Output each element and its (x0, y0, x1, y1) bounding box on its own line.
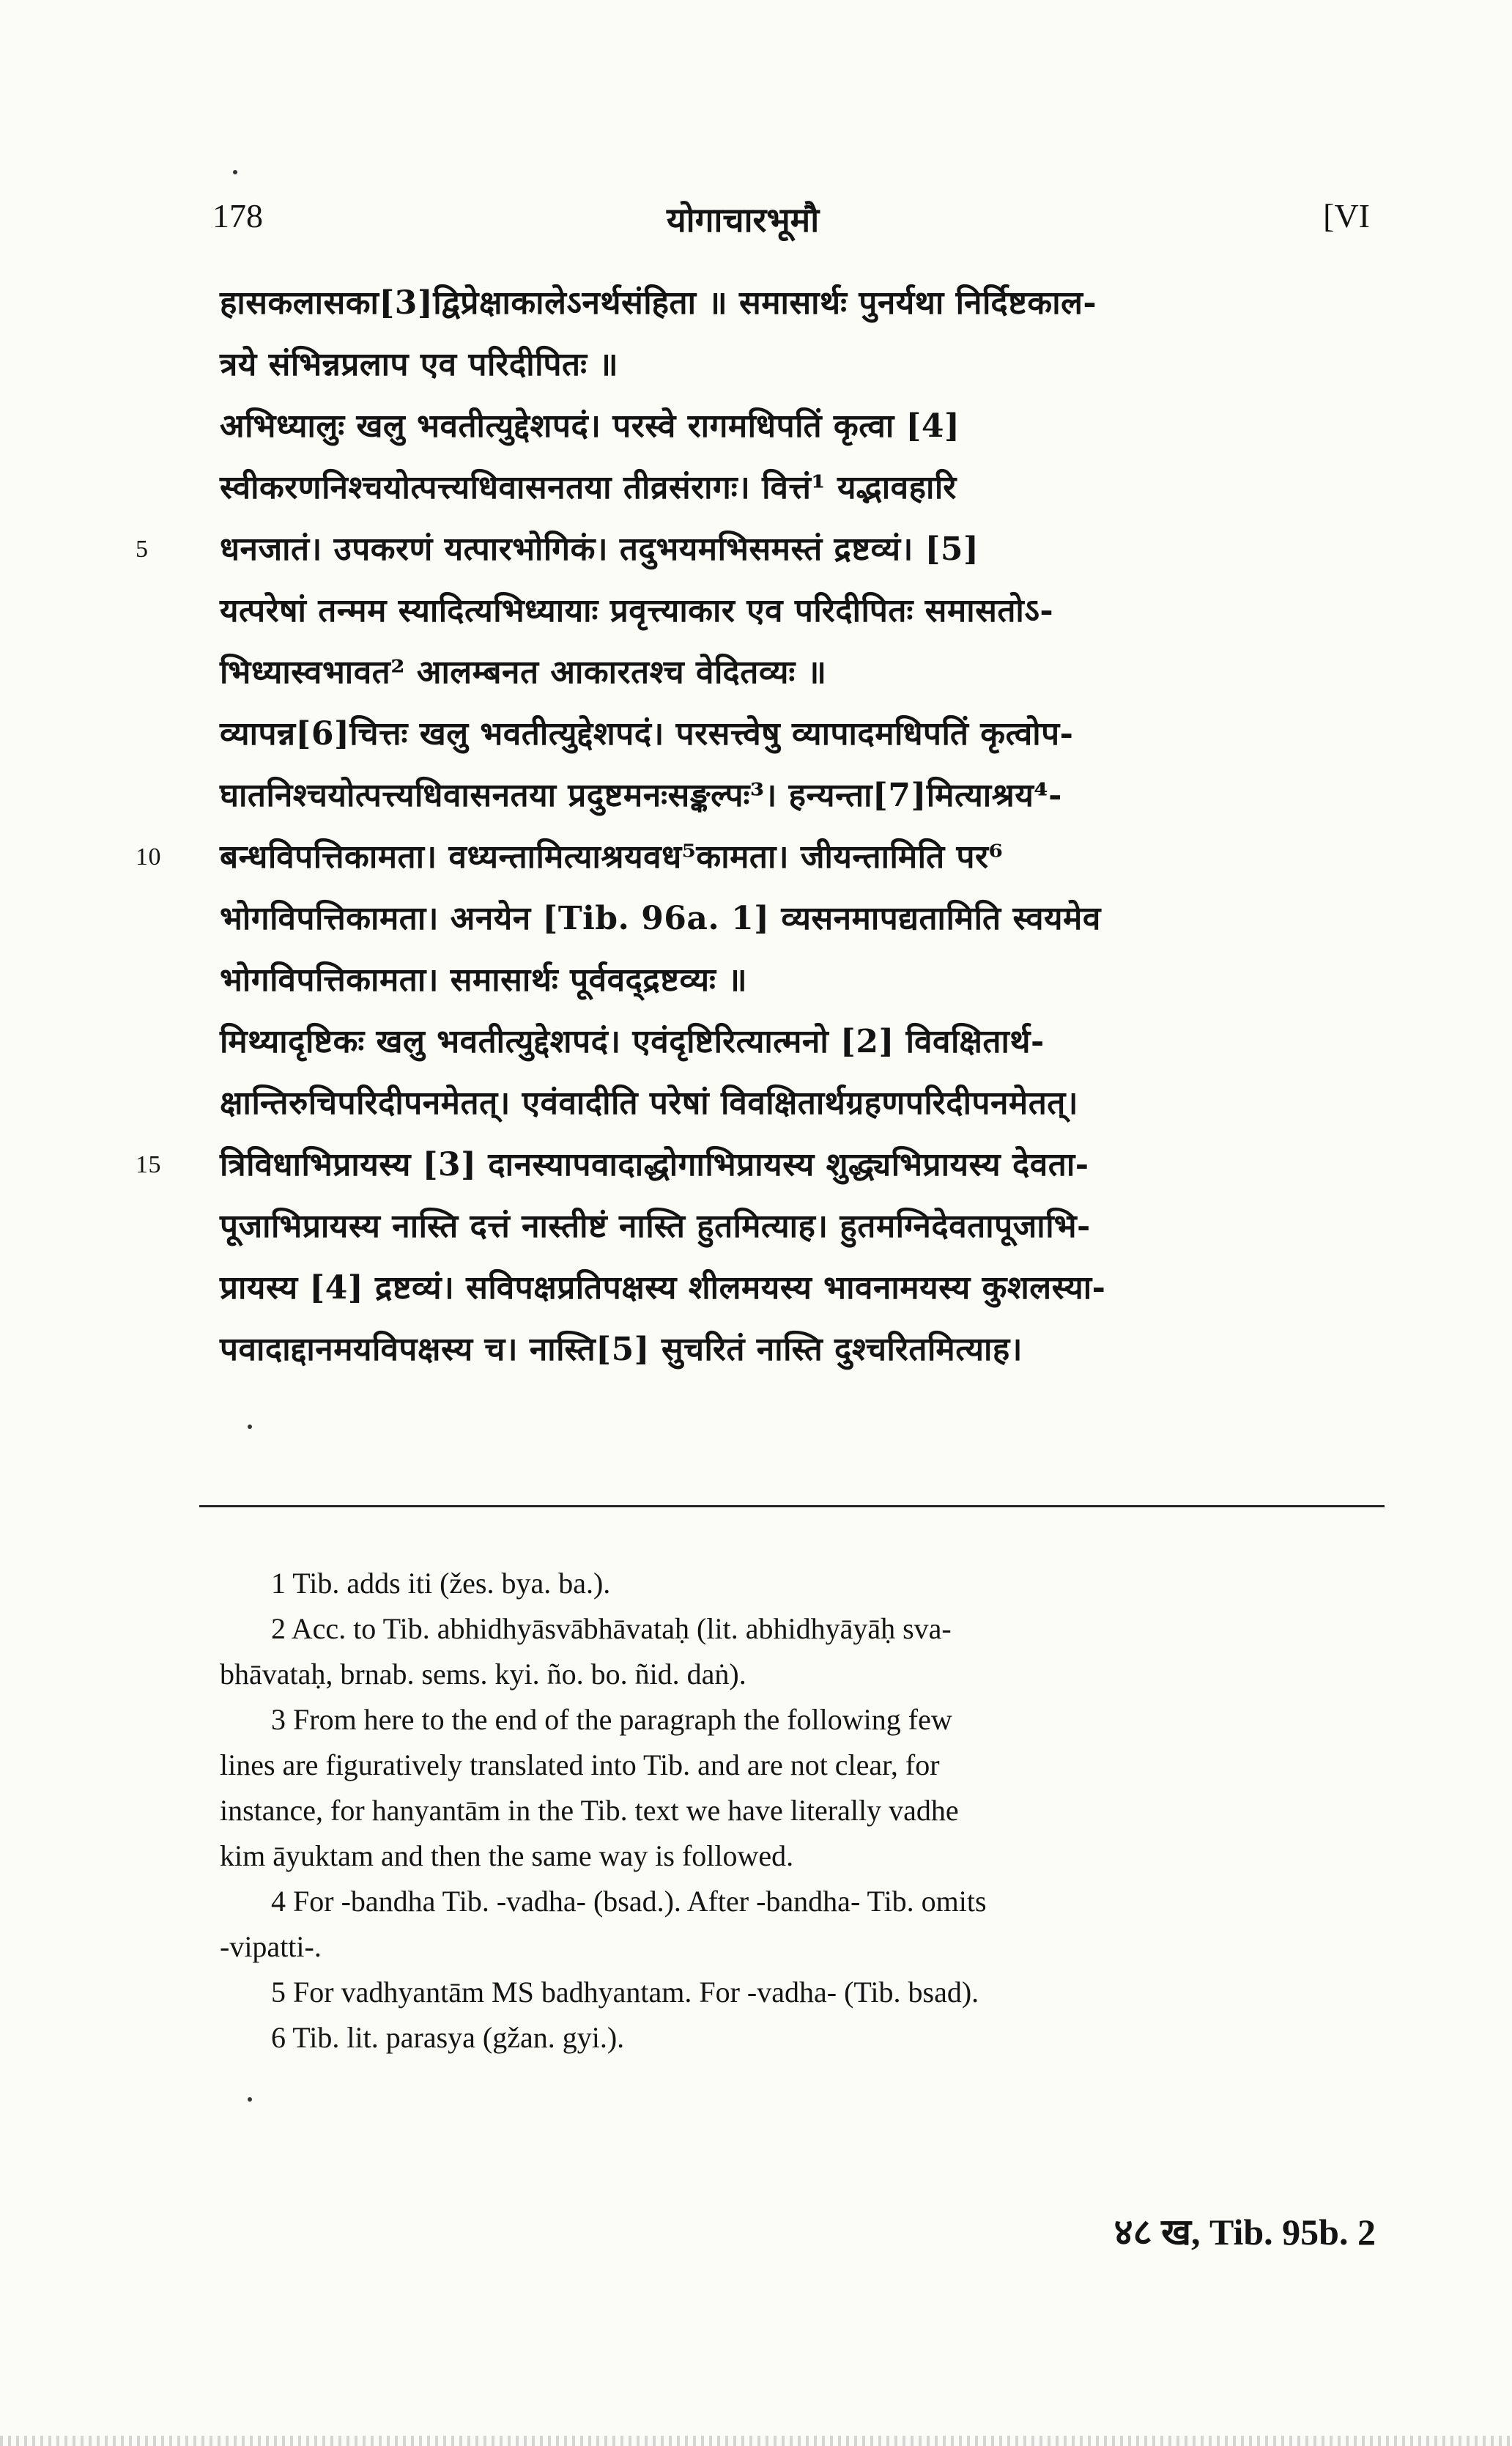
body-line-text: हासकलासका[3]द्विप्रेक्षाकालेऽनर्थसंहिता ॥ समासार्थः पुनर्यथा निर्दिष्टकाल- (220, 284, 1097, 322)
scan-speck (248, 2097, 252, 2102)
body-line (136, 1134, 1377, 1196)
body-line (220, 888, 1377, 950)
signature-mark: ४८ ख, Tib. 95b. 2 (1113, 2212, 1376, 2253)
body-line-text: भोगविपत्तिकामता। समासार्थः पूर्ववद्द्रष्टव्यः ॥ (220, 961, 748, 999)
footnote-line: 6 Tib. lit. parasya (gžan. gyi.). (271, 2021, 625, 2054)
section-mark: [VI (1323, 197, 1370, 234)
body-line (220, 703, 1377, 765)
footnote-line: bhāvataḥ, brnab. sems. kyi. ño. bo. ñid. daṅ). (220, 1658, 746, 1691)
body-line (220, 1319, 1377, 1381)
body-line-text: यत्परेषां तन्मम स्यादित्यभिध्यायाः प्रवृत्त्याकार एव परिदीपितः समासतोऽ- (220, 592, 1054, 629)
body-line (220, 1073, 1377, 1134)
body-line (136, 827, 1377, 888)
running-title: योगाचारभूमौ (667, 202, 820, 239)
body-line-text: धनजातं। उपकरणं यत्पारभोगिकं। तदुभयमभिसमस्तं द्रष्टव्यं। [5] (220, 531, 979, 568)
body-line-text: त्रिविधाभिप्रायस्य [3] दानस्यापवादाद्धोगाभिप्रायस्य शुद्ध्यभिप्रायस्य देवता- (220, 1146, 1089, 1183)
body-line-text: प्रायस्य [4] द्रष्टव्यं। सविपक्षप्रतिपक्षस्य शीलमयस्य भावनामयस्य कुशलस्या- (220, 1269, 1106, 1307)
body-line (220, 950, 1377, 1011)
footnote-line: instance, for hanyantām in the Tib. text we have literally vadhe (220, 1794, 959, 1827)
body-line (220, 457, 1377, 519)
body-line-text: स्वीकरणनिश्चयोत्पत्त्यधिवासनतया तीव्रसंरागः। वित्तं¹ यद्भावहारि (220, 469, 957, 506)
body-line (220, 396, 1377, 457)
body-line-text: भिध्यास्वभावत² आलम्बनत आकारतश्च वेदितव्यः ॥ (220, 654, 827, 691)
body-line-text: अभिध्यालुः खलु भवतीत्युद्देशपदं। परस्वे रागमधिपतिं कृत्वा [4] (220, 407, 960, 445)
body-line (220, 273, 1377, 334)
body-line (220, 1257, 1377, 1319)
body-line (220, 765, 1377, 827)
footnotes (220, 1561, 1377, 2061)
line-number: 10 (136, 843, 161, 871)
scan-speck (248, 1425, 252, 1429)
footnote-line: 4 For -bandha Tib. -vadha- (bsad.). After -bandha- Tib. omits (271, 1885, 987, 1918)
body-line-text: पवादाद्दानमयविपक्षस्य च। नास्ति[5] सुचरितं नास्ति दुश्चरितमित्याह। (220, 1331, 1023, 1368)
footnote-line: 2 Acc. to Tib. abhidhyāsvābhāvataḥ (lit. abhidhyāyāḥ sva- (271, 1612, 952, 1645)
footnote-line: 1 Tib. adds iti (žes. bya. ba.). (271, 1567, 611, 1600)
body-line-text: घातनिश्चयोत्पत्त्यधिवासनतया प्रदुष्टमनःसङ्कल्पः³। हन्यन्ता[7]मित्याश्रय⁴- (220, 777, 1062, 814)
body-line (220, 642, 1377, 703)
scan-edge (0, 2436, 1512, 2446)
body-line-text: पूजाभिप्रायस्य नास्ति दत्तं नास्तीष्टं नास्ति हुतमित्याह। हुतमग्निदेवतापूजाभि- (220, 1208, 1091, 1245)
line-number: 15 (136, 1151, 161, 1178)
footnote-line: -vipatti-. (220, 1930, 322, 1963)
body-line-text: त्रये संभिन्नप्रलाप एव परिदीपितः ॥ (220, 346, 619, 383)
body-line (220, 580, 1377, 642)
footnote-line: 5 For vadhyantām MS badhyantam. For -vadha- (Tib. bsad). (271, 1976, 979, 2009)
scan-speck (233, 170, 237, 174)
body-line-text: क्षान्तिरुचिपरिदीपनमेतत्। एवंवादीति परेषां विवक्षितार्थग्रहणपरिदीपनमेतत्। (220, 1085, 1079, 1122)
body-line (220, 1011, 1377, 1073)
body-line-text: व्यापन्न[6]चित्तः खलु भवतीत्युद्देशपदं। परसत्त्वेषु व्यापादमधिपतिं कृत्वोप- (220, 715, 1074, 753)
body-line-text: मिथ्यादृष्टिकः खलु भवतीत्युद्देशपदं। एवंदृष्टिरित्यात्मनो [2] विवक्षितार्थ- (220, 1023, 1045, 1060)
footnote-line: 3 From here to the end of the paragraph the following few (271, 1703, 952, 1736)
main-text (136, 273, 1377, 1381)
running-head (212, 196, 1370, 248)
footnote-rule (199, 1505, 1385, 1507)
body-line-text: भोगविपत्तिकामता। अनयेन [Tib. 96a. 1] व्यसनमापद्यतामिति स्वयमेव (220, 900, 1101, 937)
body-line (220, 334, 1377, 396)
page-number: 178 (212, 197, 263, 234)
body-line (136, 519, 1377, 580)
footnote-line: lines are figuratively translated into Tib. and are not clear, for (220, 1748, 940, 1781)
footnote-line: kim āyuktam and then the same way is followed. (220, 1839, 794, 1872)
body-line (220, 1196, 1377, 1257)
line-number: 5 (136, 536, 149, 563)
body-line-text: बन्धविपत्तिकामता। वध्यन्तामित्याश्रयवध⁵कामता। जीयन्तामिति पर⁶ (220, 838, 1004, 876)
